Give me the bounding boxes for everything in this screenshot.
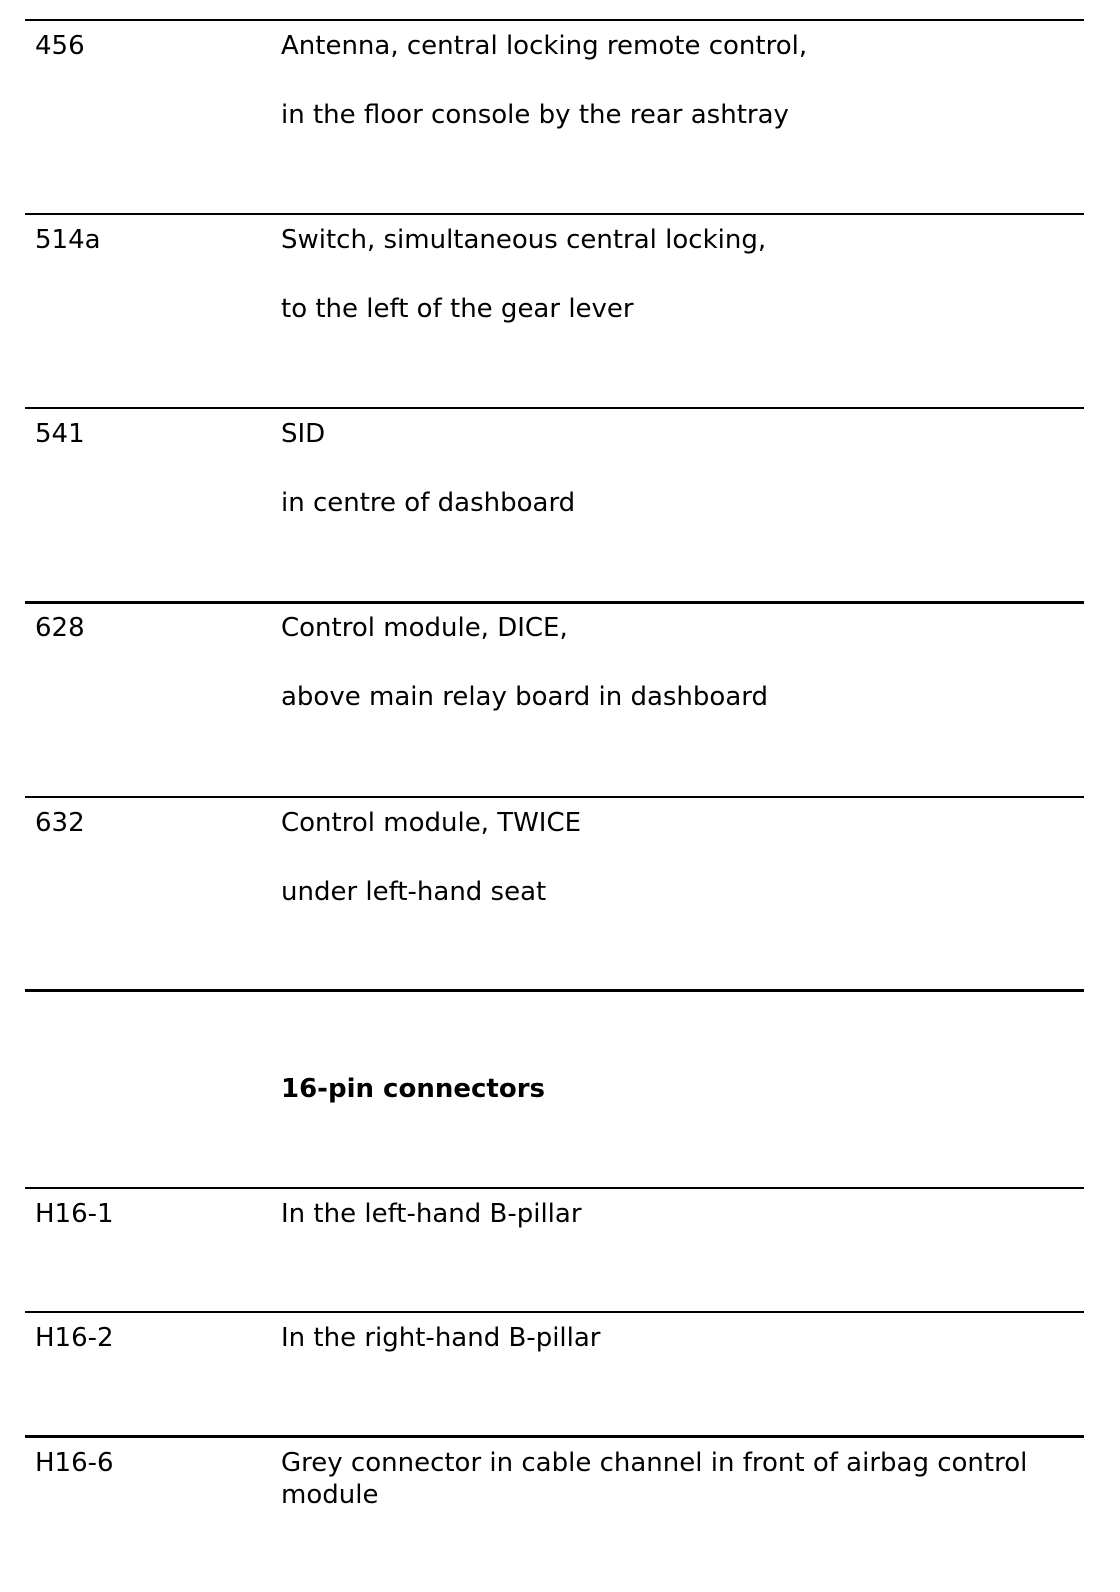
component-location: under left-hand seat bbox=[281, 877, 547, 907]
table-rule bbox=[25, 1435, 1084, 1438]
table-rule bbox=[25, 1311, 1084, 1313]
component-location: in the floor console by the rear ashtray bbox=[281, 100, 789, 130]
component-name: Control module, TWICE bbox=[281, 808, 582, 838]
component-code: 628 bbox=[35, 613, 85, 643]
component-name: SID bbox=[281, 419, 326, 449]
table-rule bbox=[25, 601, 1084, 604]
table-rule bbox=[25, 796, 1084, 798]
component-name: Control module, DICE, bbox=[281, 613, 568, 643]
table-rule bbox=[25, 407, 1084, 409]
connector-location: Grey connector in cable channel in front of airbag control module bbox=[281, 1448, 1028, 1510]
connector-location: In the right-hand B-pillar bbox=[281, 1323, 601, 1353]
component-code: 514a bbox=[35, 225, 101, 255]
connector-code: H16-1 bbox=[35, 1199, 114, 1229]
connector-code: H16-6 bbox=[35, 1448, 114, 1478]
table-rule bbox=[25, 1187, 1084, 1189]
component-code: 541 bbox=[35, 419, 85, 449]
component-code: 456 bbox=[35, 31, 85, 61]
section-heading: 16-pin connectors bbox=[281, 1074, 545, 1104]
component-name: Antenna, central locking remote control, bbox=[281, 31, 808, 61]
connector-code: H16-2 bbox=[35, 1323, 114, 1353]
component-code: 632 bbox=[35, 808, 85, 838]
table-rule bbox=[25, 19, 1084, 21]
table-rule bbox=[25, 213, 1084, 215]
table-rule bbox=[25, 989, 1084, 992]
component-location: above main relay board in dashboard bbox=[281, 682, 768, 712]
component-name: Switch, simultaneous central locking, bbox=[281, 225, 767, 255]
component-location: to the left of the gear lever bbox=[281, 294, 634, 324]
component-location: in centre of dashboard bbox=[281, 488, 576, 518]
connector-location: In the left-hand B-pillar bbox=[281, 1199, 582, 1229]
